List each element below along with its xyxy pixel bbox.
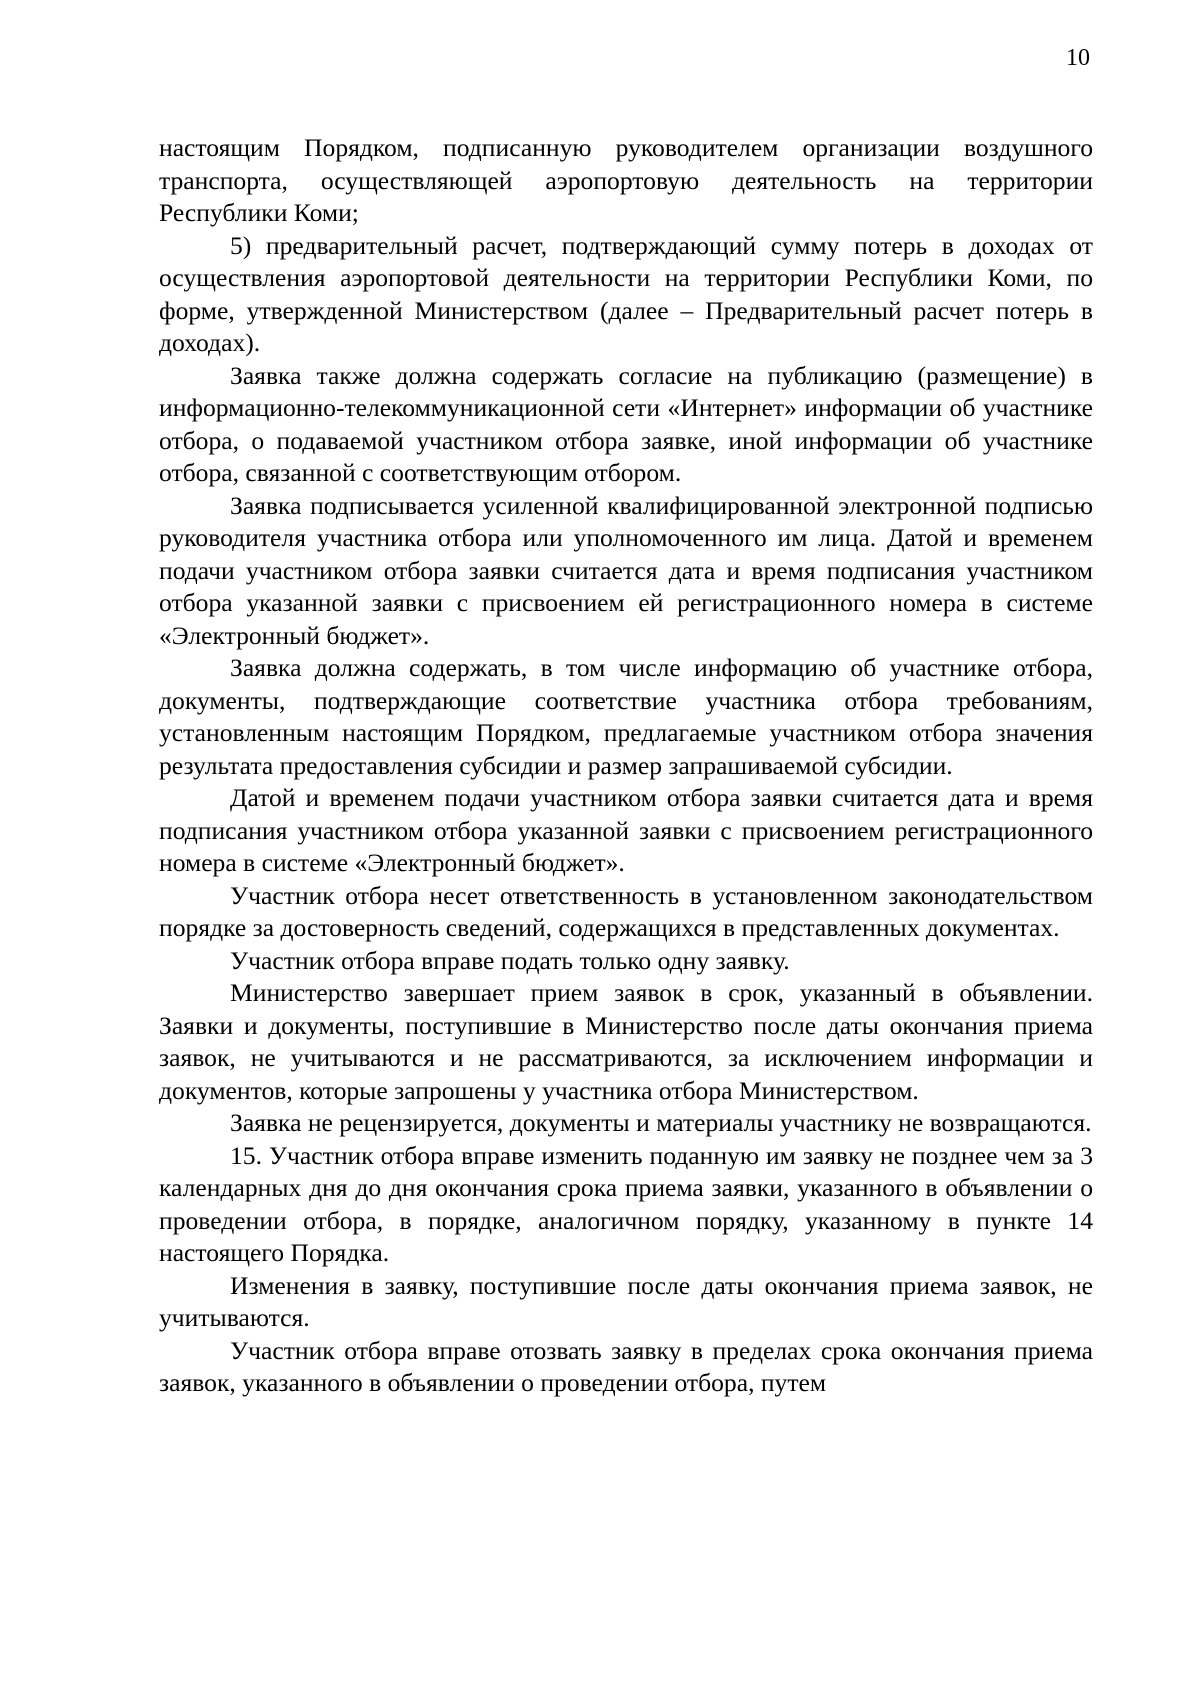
paragraph: 15. Участник отбора вправе изменить поданную им заявку не позднее чем за 3 календарных дня до дня окончания срока приема заявки, указанного в объявлении о проведении отбора, в порядке, аналогичном порядку, указанному в пункте 14 настоящего Порядка. <box>159 1140 1093 1267</box>
page-number: 10 <box>1066 45 1090 71</box>
paragraph: Участник отбора вправе отозвать заявку в пределах срока окончания приема заявок, указанного в объявлении о проведении отбора, путем <box>159 1335 1093 1397</box>
paragraph: Датой и временем подачи участником отбора заявки считается дата и время подписания участником отбора указанной заявки с присвоением регистрационного номера в системе «Электронный бюджет». <box>159 783 1093 877</box>
paragraph: Участник отбора вправе подать только одну заявку. <box>230 945 790 975</box>
paragraph: Заявка должна содержать, в том числе информацию об участнике отбора, документы, подтверждающие соответствие участника отбора требованиям, установленным настоящим Порядком, предлагаемые участником отбора значения результата предоставления субсидии и размер запрашиваемой субсидии. <box>159 653 1093 780</box>
document-body <box>159 132 1093 1400</box>
paragraph: Участник отбора несет ответственность в установленном законодательством порядке за достоверность сведений, содержащихся в представленных документах. <box>159 880 1093 942</box>
paragraph: Заявка также должна содержать согласие на публикацию (размещение) в информационно-телекоммуникационной сети «Интернет» информации об участнике отбора, о подаваемой участником отбора заявке, иной информации об участнике отбора, связанной с соответствующим отбором. <box>159 360 1093 487</box>
paragraph: Заявка подписывается усиленной квалифицированной электронной подписью руководителя участника отбора или уполномоченного им лица. Датой и временем подачи участником отбора заявки считается дата и время подписания участником отбора указанной заявки с присвоением ей регистрационного номера в системе «Электронный бюджет». <box>159 490 1093 650</box>
paragraph: Изменения в заявку, поступившие после даты окончания приема заявок, не учитываются. <box>159 1270 1093 1332</box>
paragraph: 5) предварительный расчет, подтверждающий сумму потерь в доходах от осуществления аэропортовой деятельности на территории Республики Коми, по форме, утвержденной Министерством (далее – Предварительный расчет потерь в доходах). <box>159 230 1093 357</box>
paragraph: Министерство завершает прием заявок в срок, указанный в объявлении. Заявки и документы, поступившие в Министерство после даты окончания приема заявок, не учитываются и не рассматриваются, за исключением информации и документов, которые запрошены у участника отбора Министерством. <box>159 978 1093 1105</box>
paragraph: настоящим Порядком, подписанную руководителем организации воздушного транспорта, осуществляющей аэропортовую деятельность на территории Республики Коми; <box>159 133 1093 227</box>
paragraph: Заявка не рецензируется, документы и материалы участнику не возвращаются. <box>230 1108 1092 1137</box>
